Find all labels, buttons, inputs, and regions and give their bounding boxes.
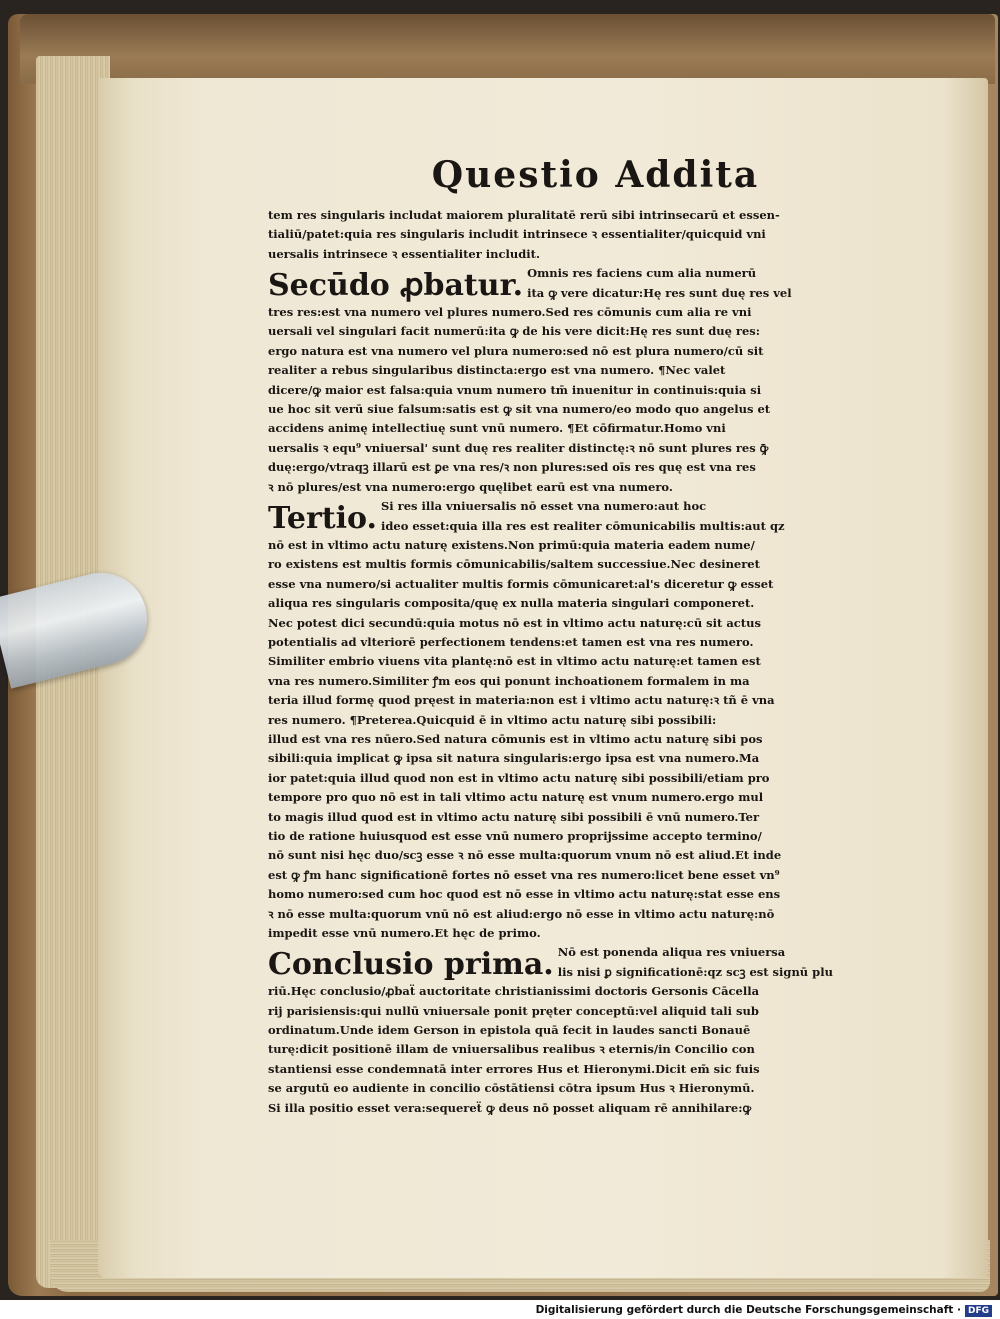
text-line: tres res:est vna numero vel plures numero.Sed res cōmunis cum alia re vni xyxy=(268,305,752,320)
digitization-credit xyxy=(536,1304,992,1317)
dfg-logo: DFG xyxy=(965,1305,992,1317)
text-line: tem res singularis includat maiorem pluralitatē rerū sibi intrinsecarū et essen- xyxy=(268,208,780,222)
text-line: vna res numero.Similiter ꝭm eos qui ponunt inchoationem formalem in ma xyxy=(268,673,750,688)
text-line: esse vna numero/si actualiter multis formis cōmunicaret:al's diceretur ꝙ esset xyxy=(268,576,774,591)
text-line: ꝛ nō esse multa:quorum vnū nō est aliud:ergo nō esse in vltimo actu naturę:nō xyxy=(268,906,775,921)
text-line: nō est in vltimo actu naturę existens.Non primū:quia materia eadem nume/ xyxy=(268,537,755,552)
text-line: riū.Hęc conclusio/ꝓbaẗ auctoritate christianissimi doctoris Gersonis Cācella xyxy=(268,984,760,999)
text-line: realiter a rebus singularibus distincta:ergo est vna numero. ¶Nec valet xyxy=(268,363,726,378)
text-line: Si illa positio esset vera:sequereẗ ꝙ deus nō posset aliquam rē annihilare:ꝙ xyxy=(268,1100,752,1115)
text-line: dicere/ꝙ maior est falsa:quia vnum numero tm̄ inuenitur in continuis:quia si xyxy=(268,382,762,397)
text-line: rij parisiensis:qui nullū vniuersale ponit pręter conceptū:vel aliquid tali sub xyxy=(268,1003,759,1018)
text-line: uersali vel singulari facit numerū:ita ꝙ de his vere dicit:Hę res sunt duę res: xyxy=(268,324,761,339)
credit-text: Digitalisierung gefördert durch die Deutsche Forschungsgemeinschaft · xyxy=(535,1304,961,1316)
section-conclusio-prima xyxy=(268,943,893,1118)
text-line: uersalis intrinsece ꝛ essentialiter includit. xyxy=(268,246,540,261)
text-line: ro existens est multis formis cōmunicabilis/saltem successiue.Nec desineret xyxy=(268,557,760,572)
text-line: uersalis ꝛ equ⁹ vniuersal' sunt duę res realiter distinctę:ꝛ nō sunt plures res ꝙ̄ xyxy=(268,440,769,455)
section-title: Tertio. xyxy=(268,500,377,536)
book-cover-top xyxy=(20,14,995,84)
text-line: impedit esse vnū numero.Et hęc de primo. xyxy=(268,926,541,941)
text-line: stantiensi esse condemnatā inter errores Hus et Hieronymi.Dicit em̄ sic fuis xyxy=(268,1061,760,1076)
text-line: ior patet:quia illud quod non est in vltimo actu naturę sibi possibili/etiam pro xyxy=(268,770,770,785)
text-line: ideo esset:quia illa res est realiter cōmunicabilis multis:aut qz xyxy=(380,518,785,533)
text-line: nō sunt nisi hęc duo/scꝫ esse ꝛ nō esse multa:quorum vnum nō est aliud.Et inde xyxy=(268,848,782,863)
text-line: duę:ergo/vtraqꝫ illarū est ꝑe vna res/ꝛ non plures:sed oīs res quę est vna res xyxy=(268,460,756,475)
section-tertio xyxy=(268,497,893,943)
text-line: potentialis ad vlteriorē perfectionem tendens:et tamen est vna res numero. xyxy=(268,634,754,649)
text-line: se argutū eo audiente in concilio cōstātiensi cōtra ipsum Hus ꝛ Hieronymū. xyxy=(268,1081,755,1096)
page-heading: Questio Addita xyxy=(431,154,760,196)
text-line: homo numero:sed cum hoc quod est nō esse in vltimo actu naturę:stat esse ens xyxy=(268,887,781,902)
text-line: tialiū/patet:quia res singularis includit intrinsece ꝛ essentialiter/quicquid vni xyxy=(268,227,766,242)
text-line: Nec potest dici secundū:quia motus nō est in vltimo actu naturę:cū sit actus xyxy=(268,615,761,630)
text-line: lis nisi ꝑ significationē:qz scꝫ est signū plu xyxy=(557,964,833,979)
text-block xyxy=(268,150,893,1118)
text-line: illud est vna res nūero.Sed natura cōmunis est in vltimo actu naturę sibi pos xyxy=(268,731,763,746)
section-secundo xyxy=(268,264,893,497)
text-line: Nō est ponenda aliqua res vniuersa xyxy=(557,945,786,960)
text-line: tio de ratione huiusquod est esse vnū numero proprijssime accepto termino/ xyxy=(268,829,762,843)
intro-paragraph xyxy=(268,206,893,264)
section-title: Secūdo ꝓbatur. xyxy=(268,268,524,304)
section-title: Conclusio prima. xyxy=(268,947,554,983)
text-line: Omnis res faciens cum alia numerū xyxy=(527,266,757,281)
text-line: ꝛ nō plures/est vna numero:ergo quęlibet earū est vna numero. xyxy=(268,479,673,494)
text-line: ergo natura est vna numero vel plura numero:sed nō est plura numero/cū sit xyxy=(268,343,764,358)
text-line: ordinatum.Unde idem Gerson in epistola quā fecit in laudes sancti Bonauē xyxy=(268,1023,751,1038)
text-line: turę:dicit positionē illam de vniuersalibus realibus ꝛ eternis/in Concilio con xyxy=(268,1042,755,1057)
text-line: ue hoc sit verū siue falsum:satis est ꝙ sit vna numero/eo modo quo angelus et xyxy=(268,402,771,417)
text-line: est ꝙ ꝭm hanc significationē fortes nō esset vna res numero:licet bene esset vn⁹ xyxy=(268,867,780,882)
text-line: aliqua res singularis composita/quę ex nulla materia singulari componeret. xyxy=(268,596,755,611)
text-line: tempore pro quo nō est in tali vltimo actu naturę est vnum numero.ergo mul xyxy=(268,790,764,805)
text-line: accidens animę intellectiuę sunt vnū numero. ¶Et cōfirmatur.Homo vni xyxy=(268,421,726,436)
text-line: Similiter embrio viuens vita plantę:nō est in vltimo actu naturę:et tamen est xyxy=(268,654,761,669)
text-line: res numero. ¶Preterea.Quicquid ē in vltimo actu naturę sibi possibili: xyxy=(268,712,717,727)
text-line: to magis illud quod est in vltimo actu naturę sibi possibili ē vnū numero.Ter xyxy=(268,809,760,824)
text-line: teria illud formę quod pręest in materia:non est i vltimo actu naturę:ꝛ tñ ē vna xyxy=(268,693,775,708)
text-line: Si res illa vniuersalis nō esset vna numero:aut hoc xyxy=(380,499,707,514)
text-line: ita ꝙ vere dicatur:Hę res sunt duę res vel xyxy=(527,285,792,300)
text-line: sibili:quia implicat ꝙ ipsa sit natura singularis:ergo ipsa est vna numero.Ma xyxy=(268,751,760,766)
